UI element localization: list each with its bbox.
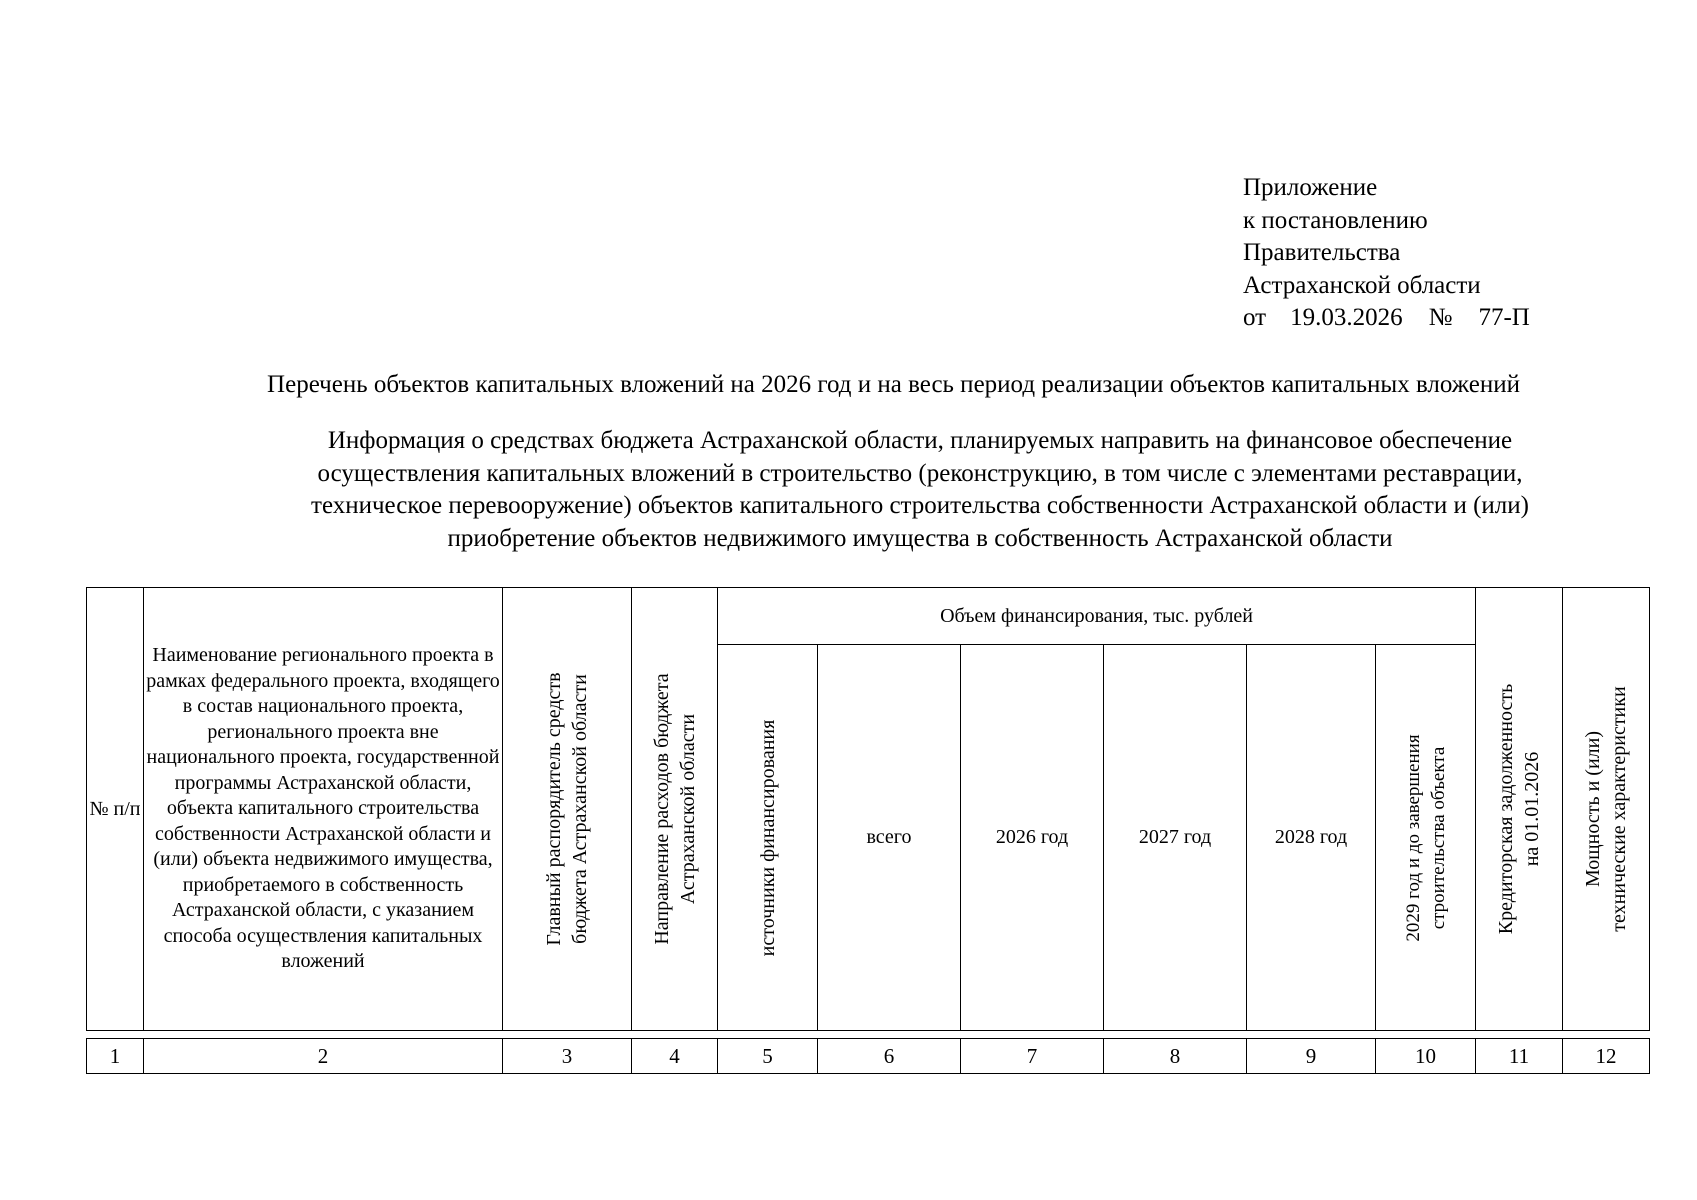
column-number-cell: 11 [1476,1039,1563,1074]
column-number-cell: 2 [144,1039,503,1074]
appendix-line-2: к постановлению [1243,206,1428,234]
column-number-cell: 5 [718,1039,818,1074]
header-col-capacity: Мощность и (или) технические характеристики [1563,588,1650,1031]
appendix-line-3: Правительства [1243,239,1401,266]
column-number-cell: 4 [632,1039,718,1074]
column-number-cell: 10 [1376,1039,1476,1074]
header-financing-volume: Объем финансирования, тыс. рублей [718,588,1476,645]
column-number-cell: 7 [961,1039,1104,1074]
header-col-creditor-debt: Кредиторская задолженность на 01.01.2026 [1476,588,1563,1031]
header-col-number: № п/п [87,588,144,1031]
info-paragraph [200,425,1640,555]
column-number-cell: 8 [1104,1039,1247,1074]
column-number-cell: 1 [87,1039,144,1074]
header-col-total: всего [818,645,961,1031]
header-col-2026: 2026 год [961,645,1104,1031]
info-line-4: приобретение объектов недвижимого имущества в собственность Астраханской области [447,524,1393,552]
number-sign: № [1428,304,1453,331]
header-table [86,587,1650,1031]
column-number-cell: 9 [1247,1039,1376,1074]
decree-date: 19.03.2026 [1290,304,1403,331]
info-line-1: Информация о средствах бюджета Астраханской области, планируемых направить на финансовое обеспечение [327,427,1513,454]
document-title: Перечень объектов капитальных вложений на 2026 год и на весь период реализации объектов капитальных вложений [267,371,1520,398]
header-col-financing-sources: источники финансирования [718,645,818,1031]
info-line-3: техническое перевооружение) объектов капитального строительства собственности Астраханской области и (или) [311,492,1529,519]
header-col-2027: 2027 год [1104,645,1247,1031]
info-line-2: осуществления капитальных вложений в строительство (реконструкцию, в том числе с элементами реставрации, [317,459,1523,487]
column-number-cell: 3 [503,1039,632,1074]
column-number-cell: 12 [1563,1039,1650,1074]
header-col-expense-direction: Направление расходов бюджета Астраханской области [632,588,718,1031]
appendix-line-1: Приложение [1243,174,1378,201]
column-numbers-table [86,1038,1650,1074]
appendix-date-line [1243,302,1530,335]
appendix-line-4: Астраханской области [1243,271,1481,299]
header-col-budget-manager: Главный распорядитель средств бюджета Астраханской области [503,588,632,1031]
header-col-name: Наименование регионального проекта в рамках федерального проекта, входящего в состав национального проекта, регионального проекта вне национального проекта, государственной программы Астраханской области, объекта капитального строительства собственности Астраханской области и (или) объекта недвижимого имущества, приобретаемого в собственность Астраханской области, с указанием способа осуществления капитальных вложений [144,588,503,1031]
header-col-2029-completion: 2029 год и до завершения строительства объекта [1376,645,1476,1031]
header-col-2028: 2028 год [1247,645,1376,1031]
decree-number: 77-П [1478,304,1530,331]
column-number-cell: 6 [818,1039,961,1074]
appendix-block [1243,172,1530,335]
from-label: от [1243,304,1267,331]
